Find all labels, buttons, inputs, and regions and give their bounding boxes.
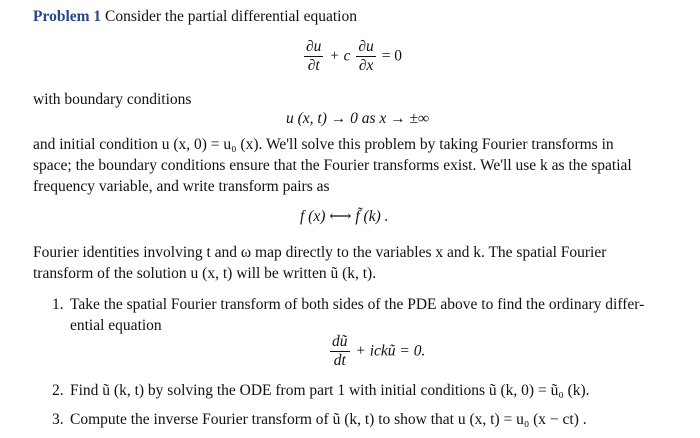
ode-fraction <box>330 333 350 370</box>
pde-plus-c: + c <box>329 47 351 65</box>
ode-equation <box>328 333 425 370</box>
item-2-line1: Find ũ (k, t) by solving the ODE from part 1 with initial conditions ũ (k, 0) = ũ₀ (k). <box>70 382 590 399</box>
item-3-line1: Compute the inverse Fourier transform of ũ (k, t) to show that u (x, t) = u₀ (x − ct) . <box>70 411 587 428</box>
problem-heading: Problem 1 <box>33 8 102 25</box>
para1-line3: frequency variable, and write transform pairs as <box>33 178 330 195</box>
para2-line2: transform of the solution u (x, t) will be written ũ (k, t). <box>33 265 377 282</box>
item-1-number: 1. <box>52 296 64 313</box>
item-2-number: 2. <box>52 382 64 399</box>
boundary-formula: u (x, t) → 0 as x → ±∞ <box>286 110 430 127</box>
boundary-label: with boundary conditions <box>33 91 192 108</box>
pde-equals-zero: = 0 <box>381 47 403 65</box>
pde-frac2-denominator: ∂x <box>358 57 374 74</box>
pde-equation <box>302 38 402 75</box>
problem-intro: Consider the partial differential equation <box>101 8 357 25</box>
item-1-line2: ential equation <box>70 317 162 334</box>
item-1-line1: Take the spatial Fourier transform of both sides of the PDE above to find the ordinary differ- <box>70 296 645 313</box>
pde-frac1-denominator: ∂t <box>307 57 320 74</box>
ode-frac-denominator: dt <box>333 352 346 369</box>
pde-frac2-numerator: ∂u <box>358 38 374 55</box>
problem-heading-line <box>33 6 357 28</box>
para2-line1: Fourier identities involving t and ω map directly to the variables x and k. The spatial Fourier <box>33 244 607 261</box>
pde-fraction-1 <box>304 38 323 75</box>
para1-line2: space; the boundary conditions ensure that the Fourier transforms exist. We'll use k as the spatial <box>33 157 632 174</box>
ode-rest: + ickũ = 0. <box>355 342 426 360</box>
item-3-number: 3. <box>52 411 64 428</box>
pde-frac1-numerator: ∂u <box>306 38 322 55</box>
ode-frac-numerator: dũ <box>332 333 348 350</box>
para1-line1: and initial condition u (x, 0) = u₀ (x). We'll solve this problem by taking Fourier transforms in <box>33 136 614 153</box>
transform-pair: f (x) ⟷ f̃ (k) . <box>300 208 389 225</box>
pde-fraction-2 <box>356 38 375 75</box>
